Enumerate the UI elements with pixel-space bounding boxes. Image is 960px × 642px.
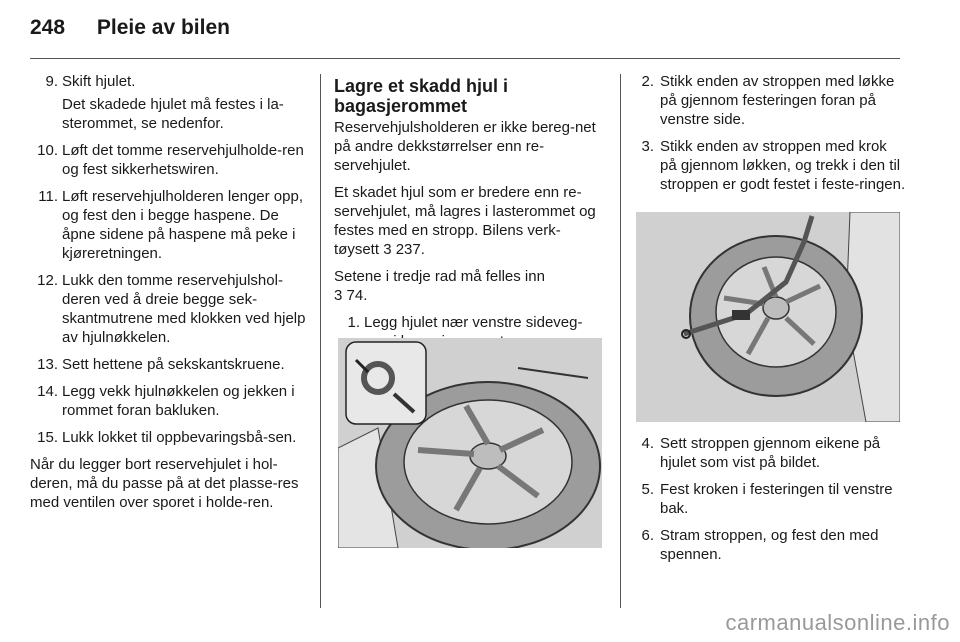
step-15 — [30, 428, 308, 447]
watermark: carmanualsonline.info — [725, 610, 950, 635]
step-number: 11. — [38, 188, 58, 205]
paragraph-2-text: Et skadet hjul som er bredere enn re-servehjulet, må lagres i lasterommet og festes med en stropp. Bilens verk-tøysett — [334, 184, 596, 258]
step-5 — [634, 480, 906, 518]
step-number: 10. — [37, 142, 58, 159]
step-6 — [634, 526, 906, 564]
step-2 — [634, 72, 906, 129]
strap-illustration — [636, 212, 900, 422]
step-text: Sett hettene på sekskantskruene. — [62, 356, 285, 373]
step-text: Løft det tomme reservehjulholde-ren og fest sikkerhetswiren. — [62, 142, 304, 178]
step-14 — [30, 382, 308, 420]
step-number: 6. — [641, 527, 654, 544]
header-rule — [30, 58, 900, 59]
step-text: Lukk lokket til oppbevaringsbå-sen. — [62, 429, 297, 446]
wheel-illustration — [338, 338, 602, 548]
page-header — [30, 16, 230, 40]
step-9-detail: Det skadede hjulet må festes i la-sterommet, se nedenfor. — [62, 96, 284, 132]
step-text: Lukk den tomme reservehjulshol-deren ved å dreie begge sek-skantmutrene med klokken ved hjelp av hjulnøkkelen. — [62, 272, 306, 346]
page-reference-icon: 3 — [383, 241, 392, 258]
step-number: 13. — [37, 356, 58, 373]
step-text: Legg hjulet nær venstre sideveg- — [364, 314, 583, 331]
closing-paragraph: Når du legger bort reservehjulet i hol-deren, må du passe på at det plasse-res med ventilen over sporet i holde-ren. — [30, 456, 299, 511]
figure-strap-through-wheel — [636, 212, 900, 422]
step-text: Sett stroppen gjennom eikene på hjulet som vist på bildet. — [660, 435, 881, 471]
step-text: Fest kroken i festeringen til venstre bak. — [660, 481, 893, 517]
step-number: 15. — [37, 429, 58, 446]
step-text: Stikk enden av stroppen med krok på gjennom løkken, og trekk i den til stroppen er godt festet i feste-ringen. — [660, 138, 906, 193]
step-number: 2. — [641, 73, 654, 90]
step-text: Skift hjulet. — [62, 73, 136, 90]
page-number: 248 — [30, 16, 66, 39]
step-text: Stram stroppen, og fest den med spennen. — [660, 527, 879, 563]
step-10 — [30, 141, 308, 179]
step-text: Stikk enden av stroppen med løkke på gjennom festeringen foran på venstre side. — [660, 73, 895, 128]
column-divider-left — [320, 74, 321, 608]
paragraph-1: Reservehjulsholderen er ikke bereg-net på andre dekkstørrelser enn re-servehjulet. — [334, 119, 596, 174]
step-number: 12. — [37, 272, 58, 289]
page-reference-link[interactable]: 237. — [395, 241, 425, 258]
paragraph-3 — [334, 267, 604, 305]
step-number: 14. — [37, 383, 58, 400]
step-9 — [30, 72, 308, 91]
page-reference-link[interactable]: 74. — [346, 287, 368, 304]
step-11 — [30, 187, 308, 263]
step-number: 3. — [641, 138, 654, 155]
left-column — [30, 72, 308, 520]
step-text: Løft reservehjulholderen lenger opp, og fest den i begge haspene. De åpne sidene på haspene må peke i kjøreretningen. — [62, 188, 303, 262]
paragraph-2 — [334, 183, 604, 259]
step-number: 1. — [347, 314, 360, 331]
step-number: 5. — [641, 481, 654, 498]
step-4 — [634, 434, 906, 472]
step-3 — [634, 137, 906, 194]
right-column — [634, 72, 906, 202]
right-column-lower — [634, 434, 906, 572]
step-text: Legg vekk hjulnøkkelen og jekken i rommet foran bakluken. — [62, 383, 295, 419]
page-title: Pleie av bilen — [96, 16, 230, 39]
step-number: 4. — [641, 435, 654, 452]
step-12 — [30, 271, 308, 347]
middle-column — [334, 72, 604, 359]
page-reference-icon: 3 — [334, 287, 343, 304]
paragraph-3-text: Setene i tredje rad må felles inn — [334, 268, 545, 285]
section-heading: Lagre et skadd hjul i bagasjerommet — [334, 76, 509, 116]
step-number: 9. — [45, 73, 58, 90]
column-divider-right — [620, 74, 621, 608]
step-13 — [30, 355, 308, 374]
figure-wheel-in-trunk — [338, 338, 602, 548]
